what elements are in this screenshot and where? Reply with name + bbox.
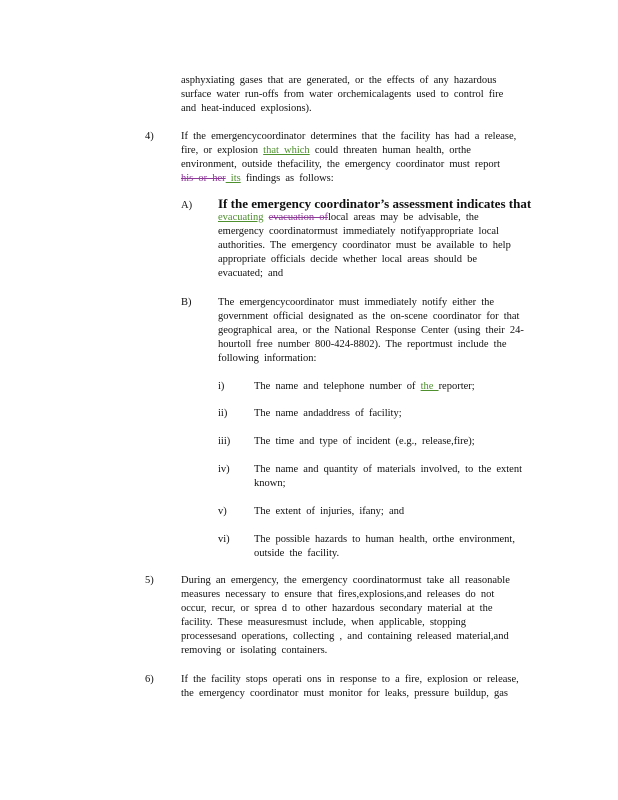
item-5-paragraph bbox=[181, 574, 510, 658]
text-segment: could threaten human health, orthe bbox=[309, 145, 471, 156]
insertion-mark: its bbox=[225, 173, 241, 184]
subitem-number: iv) bbox=[218, 464, 230, 475]
text-line: surface water run-offs from water orchemicalagents used to control fire bbox=[181, 89, 504, 100]
deletion-mark: his or her bbox=[181, 173, 226, 184]
text-line: known; bbox=[254, 478, 286, 489]
subitem-iv bbox=[254, 463, 522, 491]
item-b-paragraph bbox=[218, 296, 524, 366]
text-line: outside the facility. bbox=[254, 548, 340, 559]
text-line: hourtoll free number 800-424-8802). The reportmust include the bbox=[218, 339, 507, 350]
text-segment: The name and telephone number of bbox=[254, 381, 421, 392]
text-line: The possible hazards to human health, orthe environment, bbox=[254, 534, 515, 545]
text-line bbox=[181, 144, 516, 158]
item-number: 6) bbox=[145, 674, 154, 685]
subitem-number: ii) bbox=[218, 408, 228, 419]
text-line: the emergency coordinator must monitor for leaks, pressure buildup, gas bbox=[181, 688, 509, 699]
text-line: geographical area, or the National Response Center (using their 24- bbox=[218, 325, 524, 336]
text-line: The name and quantity of materials involved, to the extent bbox=[254, 464, 523, 475]
insertion-mark: the bbox=[420, 381, 439, 392]
subitem-v bbox=[254, 505, 404, 519]
subitem-number: v) bbox=[218, 506, 227, 517]
item-6-paragraph bbox=[181, 673, 519, 701]
text-segment: reporter; bbox=[438, 381, 475, 392]
text-segment: fire, or explosion bbox=[181, 145, 264, 156]
item-number: 4) bbox=[145, 131, 154, 142]
text-line: removing or isolating containers. bbox=[181, 645, 328, 656]
text-line: emergency coordinatormust immediately notifyappropriate local bbox=[218, 226, 499, 237]
item-number: 5) bbox=[145, 575, 154, 586]
text-line: government official designated as the on-scene coordinator for that bbox=[218, 311, 520, 322]
text-line: environment, outside thefacility, the emergency coordinator must report bbox=[181, 159, 500, 170]
text-line bbox=[218, 211, 531, 225]
subitem-number: vi) bbox=[218, 534, 230, 545]
subitem-iii bbox=[254, 435, 475, 449]
text-line: evacuated; and bbox=[218, 268, 284, 279]
subitem-number: iii) bbox=[218, 436, 231, 447]
item-4-paragraph bbox=[181, 130, 516, 186]
text-line: and heat-induced explosions). bbox=[181, 103, 312, 114]
subitem-ii bbox=[254, 407, 402, 421]
item-a-paragraph bbox=[218, 197, 531, 281]
item-letter: B) bbox=[181, 297, 192, 308]
deletion-mark: evacuation of bbox=[268, 212, 328, 223]
text-line: The extent of injuries, ifany; and bbox=[254, 506, 405, 517]
text-line: The emergencycoordinator must immediately notify either the bbox=[218, 297, 495, 308]
text-line: During an emergency, the emergency coordinatormust take all reasonable bbox=[181, 575, 510, 586]
insertion-mark: evacuating bbox=[218, 212, 264, 223]
section-heading: If the emergency coordinator’s assessment indicates that bbox=[218, 196, 532, 211]
text-line: If the facility stops operati ons in response to a fire, explosion or release, bbox=[181, 674, 519, 685]
text-line: processesand operations, collecting , and containing released material,and bbox=[181, 631, 509, 642]
text-line: following information: bbox=[218, 353, 317, 364]
text-line bbox=[181, 172, 516, 186]
text-segment: findings as follows: bbox=[240, 173, 334, 184]
text-line bbox=[254, 380, 475, 394]
subitem-i bbox=[254, 380, 475, 394]
subitem-vi bbox=[254, 533, 515, 561]
insertion-mark: that which bbox=[263, 145, 310, 156]
subitem-number: i) bbox=[218, 381, 225, 392]
text-line: authorities. The emergency coordinator must be available to help bbox=[218, 240, 511, 251]
text-line: asphyxiating gases that are generated, or the effects of any hazardous bbox=[181, 75, 497, 86]
text-line: occur, recur, or sprea d to other hazardous secondary material at the bbox=[181, 603, 493, 614]
text-line: If the emergencycoordinator determines that the facility has had a release, bbox=[181, 131, 517, 142]
text-line: The name andaddress of facility; bbox=[254, 408, 402, 419]
text-line: appropriate officials decide whether local areas should be bbox=[218, 254, 477, 265]
text-segment: local areas may be advisable, the bbox=[327, 212, 479, 223]
text-line: measures necessary to ensure that fires,explosions,and releases do not bbox=[181, 589, 495, 600]
text-line: The time and type of incident (e.g., release,fire); bbox=[254, 436, 475, 447]
item-letter: A) bbox=[181, 200, 193, 211]
intro-paragraph bbox=[181, 74, 503, 116]
text-line: facility. These measuresmust include, when applicable, stopping bbox=[181, 617, 467, 628]
